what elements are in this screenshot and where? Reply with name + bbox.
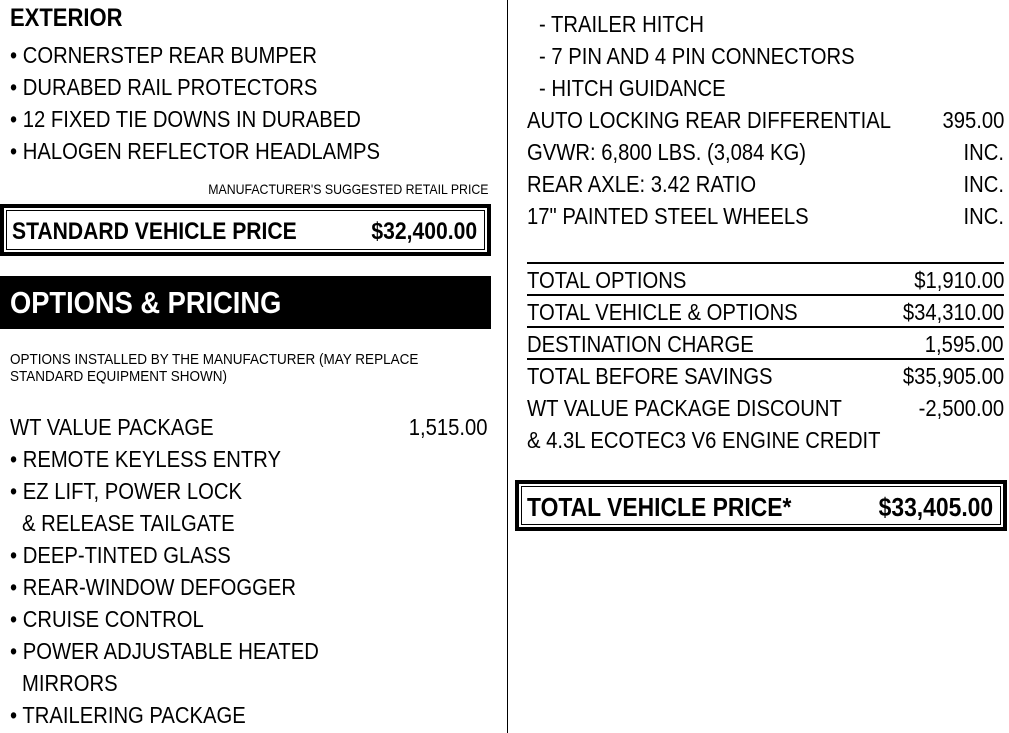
- option-value: INC.: [963, 139, 1004, 165]
- total-value: -2,500.00: [918, 395, 1004, 421]
- total-value: 1,595.00: [925, 331, 1004, 357]
- standard-price-label: STANDARD VEHICLE PRICE: [12, 218, 297, 245]
- wt-package-value: 1,515.00: [409, 414, 488, 440]
- options-note-line: STANDARD EQUIPMENT SHOWN): [10, 368, 228, 385]
- wt-package-item: MIRRORS: [22, 670, 118, 696]
- total-price-box: [515, 480, 1007, 531]
- total-label: TOTAL BEFORE SAVINGS: [527, 363, 773, 389]
- wt-package-item: • POWER ADJUSTABLE HEATED: [10, 638, 319, 664]
- options-heading: OPTIONS & PRICING: [10, 285, 282, 320]
- column-divider: [507, 0, 508, 733]
- total-price-label: TOTAL VEHICLE PRICE*: [527, 492, 792, 522]
- exterior-item: • DURABED RAIL PROTECTORS: [10, 74, 318, 100]
- total-label: TOTAL VEHICLE & OPTIONS: [527, 299, 798, 325]
- option-value: 395.00: [942, 107, 1004, 133]
- exterior-item: • 12 FIXED TIE DOWNS IN DURABED: [10, 106, 361, 132]
- exterior-item: • CORNERSTEP REAR BUMPER: [10, 42, 317, 68]
- exterior-item: • HALOGEN REFLECTOR HEADLAMPS: [10, 138, 380, 164]
- trailer-item: - HITCH GUIDANCE: [539, 75, 726, 101]
- wt-package-item: • DEEP-TINTED GLASS: [10, 542, 231, 568]
- option-label: GVWR: 6,800 LBS. (3,084 KG): [527, 139, 806, 165]
- trailer-item: - TRAILER HITCH: [539, 11, 704, 37]
- wt-package-item: • EZ LIFT, POWER LOCK: [10, 478, 243, 504]
- total-label: TOTAL OPTIONS: [527, 267, 687, 293]
- options-note-line: OPTIONS INSTALLED BY THE MANUFACTURER (MAY REPLACE: [10, 351, 419, 368]
- totals-rule: [527, 358, 1004, 360]
- total-value: $35,905.00: [902, 363, 1004, 389]
- options-heading-bar: [0, 276, 491, 329]
- wt-package-label: WT VALUE PACKAGE: [10, 414, 214, 440]
- total-value: $1,910.00: [913, 267, 1004, 293]
- option-value: INC.: [963, 203, 1004, 229]
- wt-package-item: • REMOTE KEYLESS ENTRY: [10, 446, 282, 472]
- totals-rule: [527, 294, 1004, 296]
- wt-package-item: & RELEASE TAILGATE: [22, 510, 235, 536]
- totals-rule: [527, 262, 1004, 264]
- total-label: DESTINATION CHARGE: [527, 331, 754, 357]
- option-label: AUTO LOCKING REAR DIFFERENTIAL: [527, 107, 892, 133]
- standard-price-value: $32,400.00: [371, 218, 477, 245]
- option-value: INC.: [963, 171, 1004, 197]
- wt-package-item: • TRAILERING PACKAGE: [10, 702, 246, 728]
- totals-rule: [527, 326, 1004, 328]
- wt-package-item: • CRUISE CONTROL: [10, 606, 204, 632]
- standard-price-box: [0, 204, 491, 256]
- total-value: $34,310.00: [902, 299, 1004, 325]
- msrp-label: MANUFACTURER'S SUGGESTED RETAIL PRICE: [207, 181, 488, 197]
- trailer-item: - 7 PIN AND 4 PIN CONNECTORS: [539, 43, 855, 69]
- exterior-heading: EXTERIOR: [10, 4, 123, 32]
- total-label: WT VALUE PACKAGE DISCOUNT: [527, 395, 842, 421]
- option-label: 17" PAINTED STEEL WHEELS: [527, 203, 809, 229]
- option-label: REAR AXLE: 3.42 RATIO: [527, 171, 757, 197]
- wt-package-item: • REAR-WINDOW DEFOGGER: [10, 574, 296, 600]
- discount-line-2: & 4.3L ECOTEC3 V6 ENGINE CREDIT: [527, 427, 881, 453]
- total-price-value: $33,405.00: [878, 492, 993, 522]
